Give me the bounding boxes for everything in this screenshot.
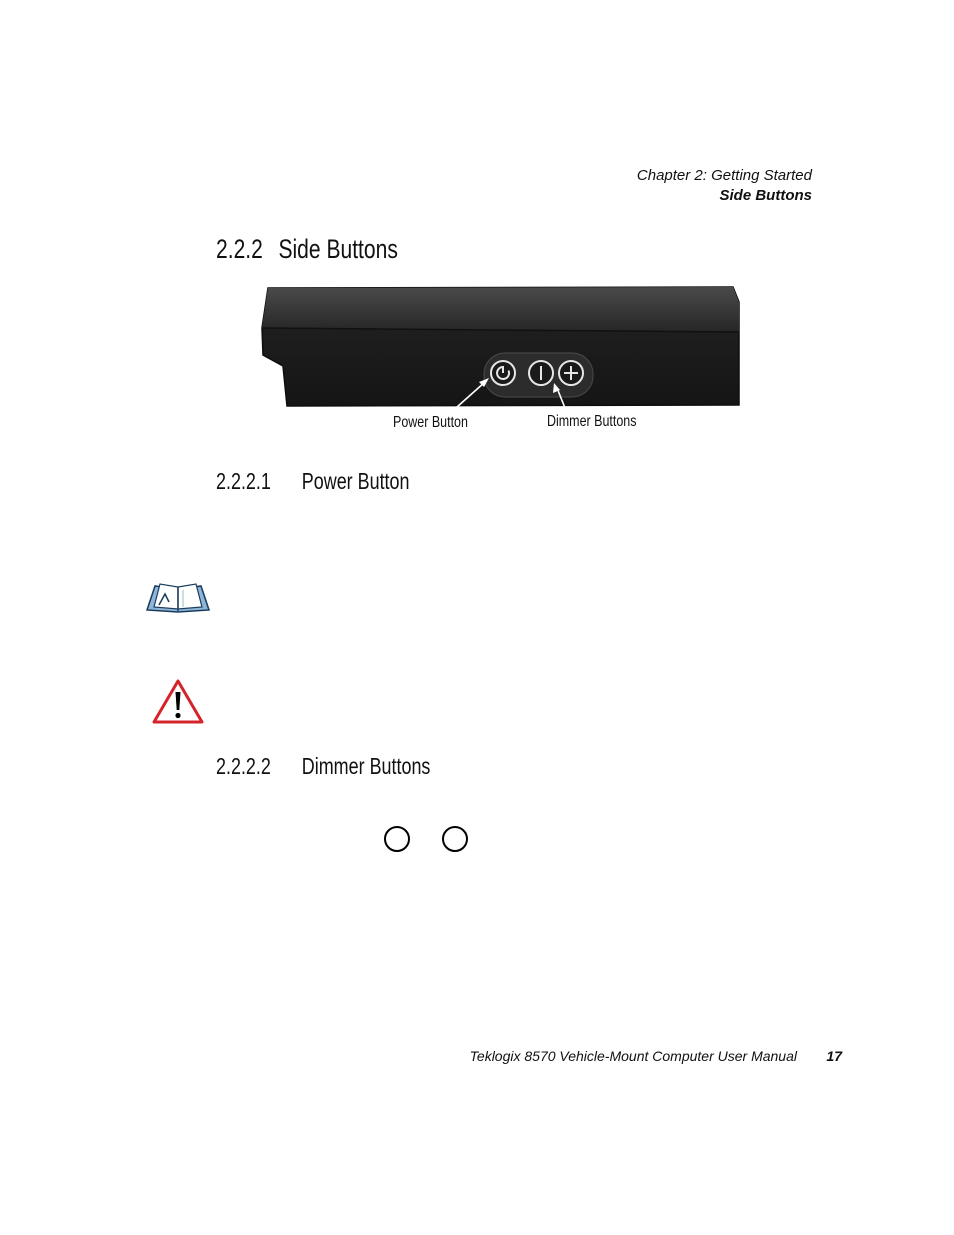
dimmer-plus-icon[interactable] <box>559 361 583 385</box>
device-side-figure <box>255 280 750 415</box>
power-icon[interactable] <box>491 361 515 385</box>
subsection-title: Power Button <box>301 468 410 494</box>
running-header-section: Side Buttons <box>719 187 812 204</box>
footer-manual-title: Teklogix 8570 Vehicle-Mount Computer User Manual <box>469 1048 797 1064</box>
subsection-number: 2.2.2.2 <box>216 753 271 779</box>
warning-triangle-icon <box>151 678 205 725</box>
subsection-number: 2.2.2.1 <box>216 468 271 494</box>
dimmer-buttons-caption: Dimmer Buttons <box>547 413 637 430</box>
section-heading <box>216 232 449 266</box>
power-button-caption: Power Button <box>393 414 468 431</box>
dimmer-key-circle-icon <box>442 826 468 852</box>
device-lid <box>262 287 739 332</box>
running-header-chapter: Chapter 2: Getting Started <box>636 167 812 184</box>
subsection-heading-dimmer <box>216 751 491 781</box>
page-number: 17 <box>826 1048 842 1064</box>
section-title: Side Buttons <box>278 234 398 264</box>
subsection-heading-power <box>216 466 464 496</box>
dimmer-minus-icon[interactable] <box>529 361 553 385</box>
book-note-icon <box>145 580 211 614</box>
section-number: 2.2.2 <box>216 234 263 264</box>
subsection-title: Dimmer Buttons <box>301 753 431 779</box>
dimmer-key-circle-icon <box>384 826 410 852</box>
